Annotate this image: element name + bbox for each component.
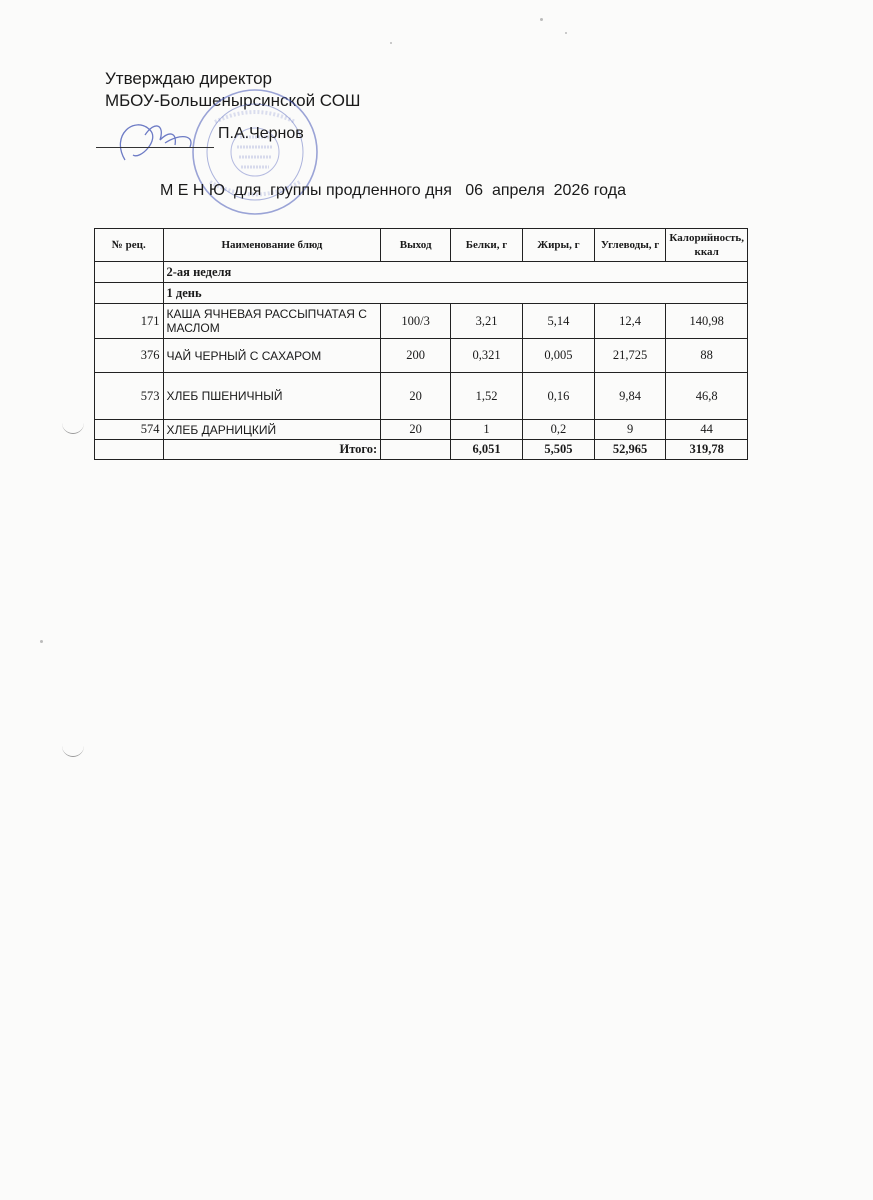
menu-table [94,228,748,460]
signature-line [96,147,214,148]
rec-number: 171 [95,304,164,339]
dish-fat: 0,005 [522,339,594,373]
dish-kcal: 140,98 [666,304,748,339]
col-name: Наименование блюд [163,229,381,262]
col-kcal: Калорийность, ккал [666,229,748,262]
week-label: 2-ая неделя [163,262,747,283]
scan-speck [390,42,392,44]
punch-hole-mark [62,415,84,434]
dish-protein: 1,52 [451,373,523,420]
school-name: МБОУ-Большенырсинской СОШ [105,91,361,110]
dish-carbs: 12,4 [594,304,666,339]
dish-kcal: 88 [666,339,748,373]
dish-output: 200 [381,339,451,373]
day-row [95,283,748,304]
dish-protein: 0,321 [451,339,523,373]
approve-text: Утверждаю директор [105,69,273,88]
dish-carbs: 9,84 [594,373,666,420]
punch-hole-mark [62,738,84,757]
table-row [95,304,748,339]
table-row [95,420,748,440]
director-signature [105,105,205,175]
dish-fat: 5,14 [522,304,594,339]
scan-speck [40,640,43,643]
total-fat: 5,505 [522,440,594,460]
menu-title: М Е Н Ю для группы продленного дня 06 апреля 2026 года [160,182,626,199]
table-row [95,339,748,373]
dish-carbs: 9 [594,420,666,440]
week-row [95,262,748,283]
rec-number: 376 [95,339,164,373]
dish-output: 100/3 [381,304,451,339]
dish-output: 20 [381,420,451,440]
col-protein: Белки, г [451,229,523,262]
dish-fat: 0,16 [522,373,594,420]
day-label: 1 день [163,283,747,304]
table-header-row [95,229,748,262]
col-rec: № рец. [95,229,164,262]
table-row [95,373,748,420]
col-output: Выход [381,229,451,262]
dish-kcal: 44 [666,420,748,440]
dish-name: ЧАЙ ЧЕРНЫЙ С САХАРОМ [163,339,381,373]
rec-number: 573 [95,373,164,420]
dish-output: 20 [381,373,451,420]
total-carbs: 52,965 [594,440,666,460]
dish-protein: 1 [451,420,523,440]
total-kcal: 319,78 [666,440,748,460]
dish-kcal: 46,8 [666,373,748,420]
dish-name: КАША ЯЧНЕВАЯ РАССЫПЧАТАЯ С МАСЛОМ [163,304,381,339]
rec-number: 574 [95,420,164,440]
total-protein: 6,051 [451,440,523,460]
total-row [95,440,748,460]
dish-protein: 3,21 [451,304,523,339]
col-fat: Жиры, г [522,229,594,262]
scan-speck [565,32,567,34]
dish-carbs: 21,725 [594,339,666,373]
total-label: Итого: [163,440,381,460]
dish-fat: 0,2 [522,420,594,440]
scan-speck [540,18,543,21]
col-carbs: Углеводы, г [594,229,666,262]
dish-name: ХЛЕБ ПШЕНИЧНЫЙ [163,373,381,420]
director-name: П.А.Чернов [218,125,304,142]
dish-name: ХЛЕБ ДАРНИЦКИЙ [163,420,381,440]
